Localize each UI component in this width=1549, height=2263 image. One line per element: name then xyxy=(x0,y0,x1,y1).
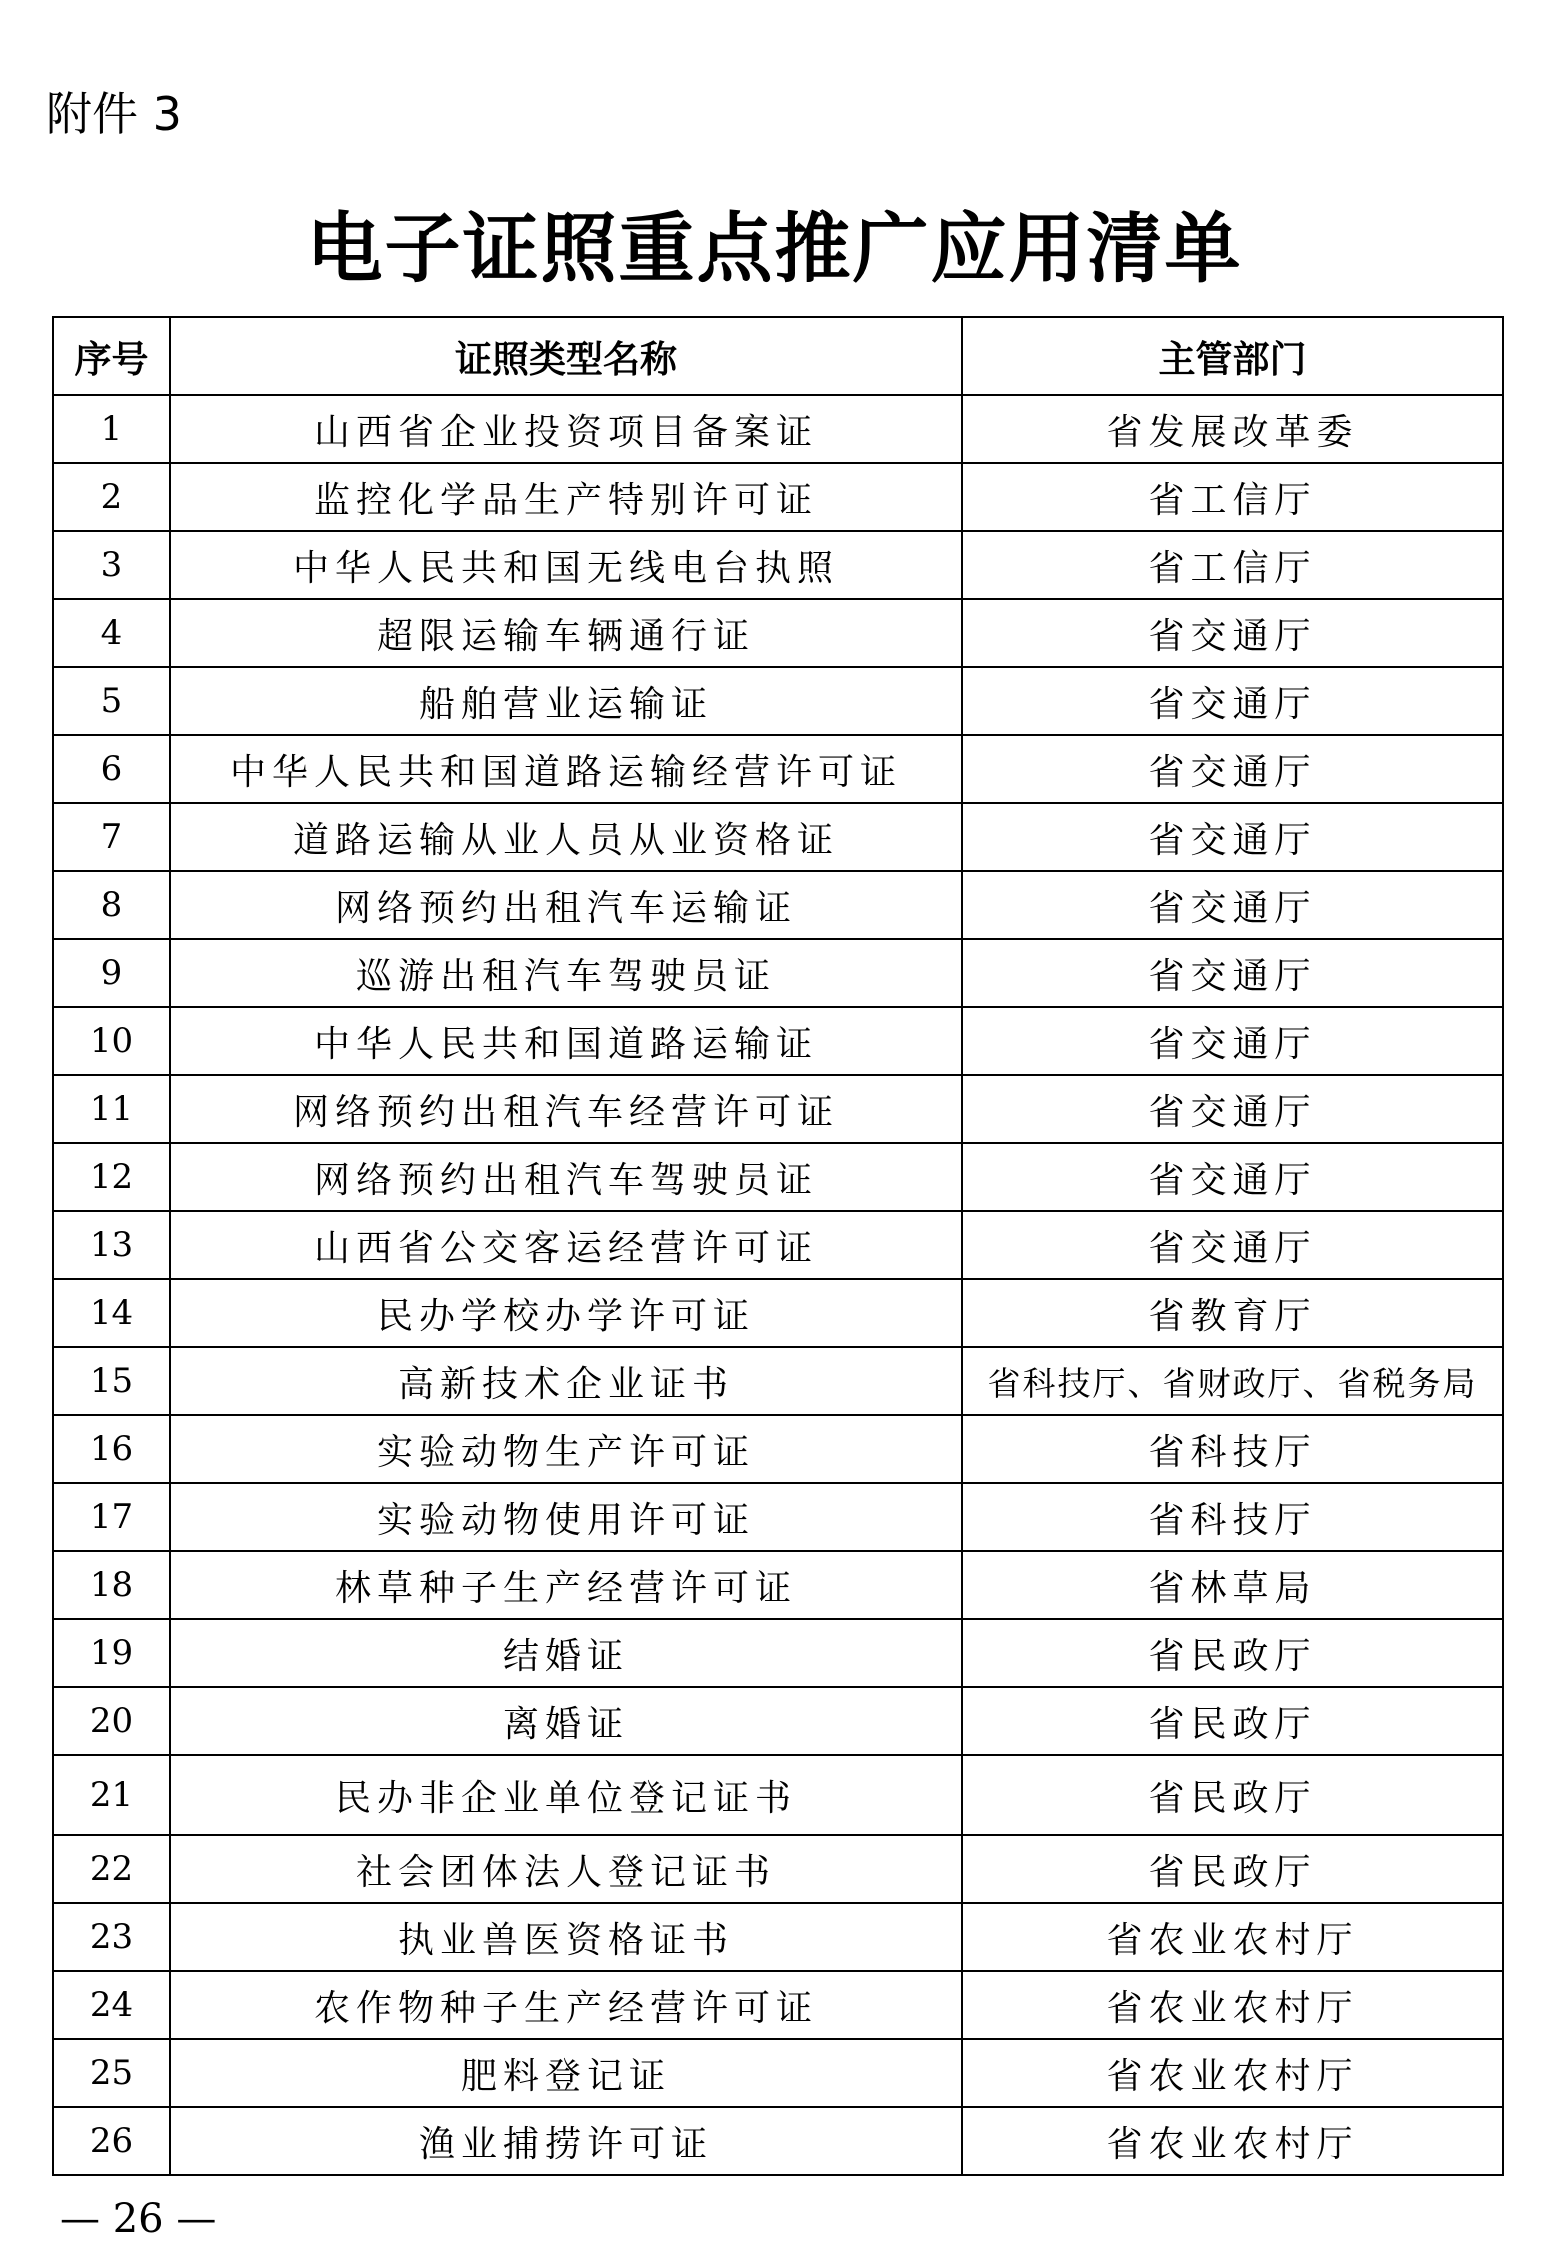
certificate-name: 中华人民共和国无线电台执照 xyxy=(170,531,962,599)
row-number: 21 xyxy=(53,1755,170,1835)
table-row xyxy=(53,1415,1503,1483)
table-row xyxy=(53,1279,1503,1347)
header-certificate-type: 证照类型名称 xyxy=(170,317,962,395)
department: 省交通厅 xyxy=(962,939,1503,1007)
certificate-name: 民办学校办学许可证 xyxy=(170,1279,962,1347)
department: 省交通厅 xyxy=(962,803,1503,871)
table-row xyxy=(53,531,1503,599)
row-number: 13 xyxy=(53,1211,170,1279)
table-row xyxy=(53,1075,1503,1143)
row-number: 10 xyxy=(53,1007,170,1075)
department: 省科技厅 xyxy=(962,1415,1503,1483)
header-serial-number: 序号 xyxy=(53,317,170,395)
certificate-name: 网络预约出租汽车驾驶员证 xyxy=(170,1143,962,1211)
row-number: 7 xyxy=(53,803,170,871)
department: 省科技厅 xyxy=(962,1483,1503,1551)
table-row xyxy=(53,1347,1503,1415)
certificate-name: 中华人民共和国道路运输证 xyxy=(170,1007,962,1075)
certificate-name: 社会团体法人登记证书 xyxy=(170,1835,962,1903)
table-row xyxy=(53,2107,1503,2175)
certificate-table xyxy=(52,316,1504,2176)
row-number: 5 xyxy=(53,667,170,735)
table-row xyxy=(53,1619,1503,1687)
certificate-name: 监控化学品生产特别许可证 xyxy=(170,463,962,531)
certificate-name: 高新技术企业证书 xyxy=(170,1347,962,1415)
department: 省农业农村厅 xyxy=(962,2039,1503,2107)
department: 省交通厅 xyxy=(962,667,1503,735)
table-row xyxy=(53,1007,1503,1075)
certificate-name: 渔业捕捞许可证 xyxy=(170,2107,962,2175)
certificate-name: 离婚证 xyxy=(170,1687,962,1755)
certificate-name: 林草种子生产经营许可证 xyxy=(170,1551,962,1619)
row-number: 24 xyxy=(53,1971,170,2039)
department: 省交通厅 xyxy=(962,1211,1503,1279)
certificate-name: 船舶营业运输证 xyxy=(170,667,962,735)
department: 省交通厅 xyxy=(962,735,1503,803)
row-number: 18 xyxy=(53,1551,170,1619)
department: 省交通厅 xyxy=(962,1075,1503,1143)
department: 省农业农村厅 xyxy=(962,1903,1503,1971)
row-number: 9 xyxy=(53,939,170,1007)
table-row xyxy=(53,1903,1503,1971)
row-number: 3 xyxy=(53,531,170,599)
certificate-name: 道路运输从业人员从业资格证 xyxy=(170,803,962,871)
table-row xyxy=(53,1687,1503,1755)
row-number: 20 xyxy=(53,1687,170,1755)
department: 省交通厅 xyxy=(962,871,1503,939)
certificate-name: 中华人民共和国道路运输经营许可证 xyxy=(170,735,962,803)
table-row xyxy=(53,2039,1503,2107)
department: 省交通厅 xyxy=(962,1143,1503,1211)
department: 省民政厅 xyxy=(962,1687,1503,1755)
row-number: 4 xyxy=(53,599,170,667)
row-number: 8 xyxy=(53,871,170,939)
table-row xyxy=(53,463,1503,531)
certificate-name: 民办非企业单位登记证书 xyxy=(170,1755,962,1835)
table-row xyxy=(53,939,1503,1007)
certificate-name: 实验动物使用许可证 xyxy=(170,1483,962,1551)
page-number: — 26 — xyxy=(60,2196,217,2242)
table-row xyxy=(53,599,1503,667)
certificate-name: 结婚证 xyxy=(170,1619,962,1687)
row-number: 16 xyxy=(53,1415,170,1483)
table-header-row xyxy=(53,317,1503,395)
table-row xyxy=(53,871,1503,939)
row-number: 19 xyxy=(53,1619,170,1687)
row-number: 2 xyxy=(53,463,170,531)
table-row xyxy=(53,1755,1503,1835)
department: 省交通厅 xyxy=(962,1007,1503,1075)
table-row xyxy=(53,1143,1503,1211)
row-number: 15 xyxy=(53,1347,170,1415)
certificate-name: 实验动物生产许可证 xyxy=(170,1415,962,1483)
department: 省教育厅 xyxy=(962,1279,1503,1347)
department: 省工信厅 xyxy=(962,463,1503,531)
row-number: 23 xyxy=(53,1903,170,1971)
department: 省民政厅 xyxy=(962,1835,1503,1903)
row-number: 17 xyxy=(53,1483,170,1551)
department: 省林草局 xyxy=(962,1551,1503,1619)
document-title: 电子证照重点推广应用清单 xyxy=(306,204,1243,293)
row-number: 26 xyxy=(53,2107,170,2175)
certificate-name: 网络预约出租汽车运输证 xyxy=(170,871,962,939)
department: 省发展改革委 xyxy=(962,395,1503,463)
certificate-name: 执业兽医资格证书 xyxy=(170,1903,962,1971)
row-number: 6 xyxy=(53,735,170,803)
certificate-name: 网络预约出租汽车经营许可证 xyxy=(170,1075,962,1143)
table-row xyxy=(53,1835,1503,1903)
department: 省工信厅 xyxy=(962,531,1503,599)
department: 省交通厅 xyxy=(962,599,1503,667)
table-row xyxy=(53,1971,1503,2039)
certificate-name: 巡游出租汽车驾驶员证 xyxy=(170,939,962,1007)
department: 省农业农村厅 xyxy=(962,1971,1503,2039)
row-number: 1 xyxy=(53,395,170,463)
row-number: 11 xyxy=(53,1075,170,1143)
table-row xyxy=(53,735,1503,803)
row-number: 12 xyxy=(53,1143,170,1211)
attachment-label: 附件 3 xyxy=(46,87,182,141)
row-number: 22 xyxy=(53,1835,170,1903)
department: 省民政厅 xyxy=(962,1619,1503,1687)
department: 省科技厅、省财政厅、省税务局 xyxy=(962,1347,1503,1415)
table-row xyxy=(53,1483,1503,1551)
row-number: 14 xyxy=(53,1279,170,1347)
certificate-name: 超限运输车辆通行证 xyxy=(170,599,962,667)
header-department: 主管部门 xyxy=(962,317,1503,395)
table-row xyxy=(53,395,1503,463)
table-row xyxy=(53,1551,1503,1619)
certificate-name: 肥料登记证 xyxy=(170,2039,962,2107)
table-row xyxy=(53,803,1503,871)
certificate-name: 山西省公交客运经营许可证 xyxy=(170,1211,962,1279)
table-row xyxy=(53,667,1503,735)
department: 省农业农村厅 xyxy=(962,2107,1503,2175)
row-number: 25 xyxy=(53,2039,170,2107)
certificate-name: 山西省企业投资项目备案证 xyxy=(170,395,962,463)
table-row xyxy=(53,1211,1503,1279)
certificate-name: 农作物种子生产经营许可证 xyxy=(170,1971,962,2039)
department: 省民政厅 xyxy=(962,1755,1503,1835)
